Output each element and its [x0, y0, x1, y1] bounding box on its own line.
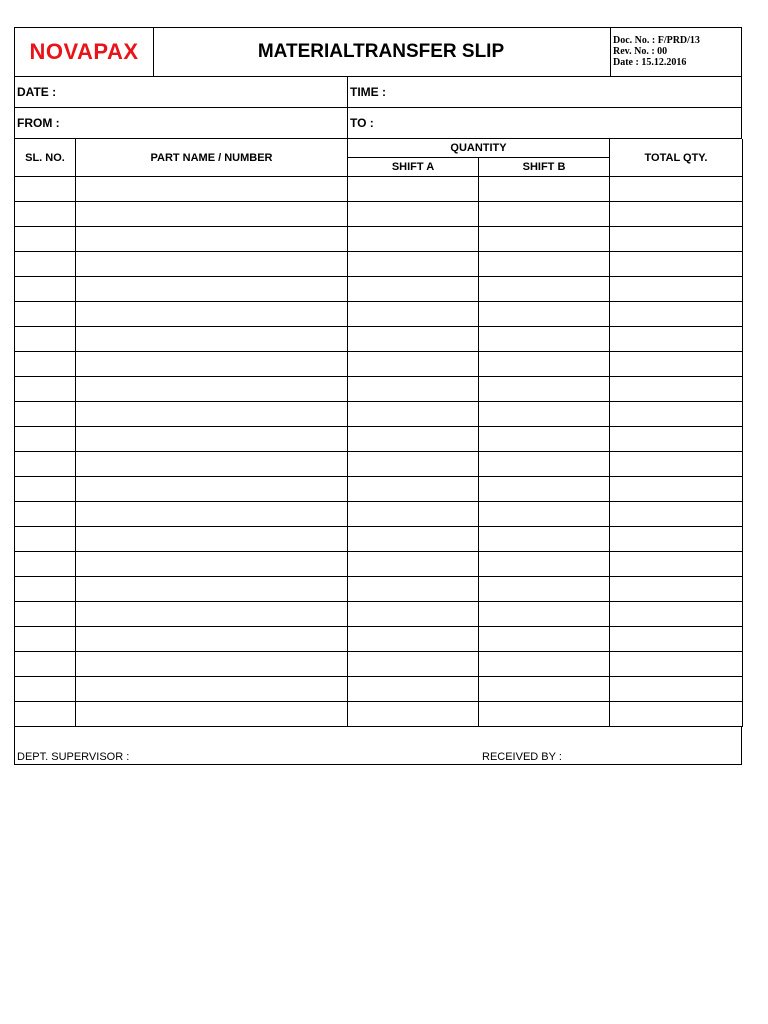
- revision-number: Rev. No. : 00: [613, 46, 668, 57]
- shift-a-cell[interactable]: [348, 702, 479, 727]
- total-qty-cell[interactable]: [610, 527, 743, 552]
- part-name-cell[interactable]: [76, 702, 348, 727]
- sl-no-cell[interactable]: [15, 252, 76, 277]
- table-row: [15, 352, 743, 377]
- material-transfer-slip: [14, 27, 742, 765]
- shift-a-cell[interactable]: [348, 252, 479, 277]
- shift-b-cell[interactable]: [479, 527, 610, 552]
- quantity-header: QUANTITY: [348, 139, 610, 158]
- form-header: [14, 27, 742, 77]
- table-row: [15, 452, 743, 477]
- part-name-cell[interactable]: [76, 352, 348, 377]
- sl-no-cell[interactable]: [15, 277, 76, 302]
- part-name-cell[interactable]: [76, 477, 348, 502]
- sl-no-cell[interactable]: [15, 652, 76, 677]
- table-row: [15, 702, 743, 727]
- shift-b-cell[interactable]: [479, 552, 610, 577]
- dept-supervisor-label: DEPT. SUPERVISOR :: [17, 751, 130, 763]
- total-qty-cell[interactable]: [610, 577, 743, 602]
- shift-a-cell[interactable]: [348, 577, 479, 602]
- shift-b-cell[interactable]: [479, 377, 610, 402]
- time-field[interactable]: TIME :: [350, 85, 386, 99]
- part-name-cell[interactable]: [76, 302, 348, 327]
- shift-a-cell[interactable]: [348, 552, 479, 577]
- sl-no-cell[interactable]: [15, 427, 76, 452]
- total-qty-cell[interactable]: [610, 702, 743, 727]
- table-row: [15, 277, 743, 302]
- shift-a-cell[interactable]: [348, 452, 479, 477]
- part-name-cell[interactable]: [76, 527, 348, 552]
- table-row: [15, 427, 743, 452]
- shift-a-cell[interactable]: [348, 502, 479, 527]
- shift-b-cell[interactable]: [479, 177, 610, 202]
- sl-no-cell[interactable]: [15, 677, 76, 702]
- received-by-label: RECEIVED BY :: [482, 751, 562, 763]
- date-field[interactable]: DATE :: [15, 77, 348, 107]
- part-name-cell[interactable]: [76, 402, 348, 427]
- table-row: [15, 477, 743, 502]
- sl-no-cell[interactable]: [15, 552, 76, 577]
- shift-b-cell[interactable]: [479, 227, 610, 252]
- shift-b-cell[interactable]: [479, 702, 610, 727]
- sl-no-cell[interactable]: [15, 377, 76, 402]
- form-title: MATERIALTRANSFER SLIP: [257, 41, 505, 62]
- table-row: [15, 577, 743, 602]
- table-row: [15, 552, 743, 577]
- sl-no-cell[interactable]: [15, 702, 76, 727]
- part-name-cell[interactable]: [76, 427, 348, 452]
- table-row: [15, 327, 743, 352]
- table-row: [15, 627, 743, 652]
- shift-a-cell[interactable]: [348, 327, 479, 352]
- sl-no-cell[interactable]: [15, 577, 76, 602]
- shift-a-cell[interactable]: [348, 177, 479, 202]
- sl-no-cell[interactable]: [15, 227, 76, 252]
- company-logo: NOVAPAX: [29, 39, 139, 64]
- logo-box: [15, 28, 154, 76]
- shift-a-cell[interactable]: [348, 477, 479, 502]
- total-qty-cell[interactable]: [610, 227, 743, 252]
- part-name-cell[interactable]: [76, 277, 348, 302]
- signature-row: [14, 727, 742, 765]
- part-name-cell[interactable]: [76, 327, 348, 352]
- part-name-cell[interactable]: [76, 252, 348, 277]
- table-row: [15, 302, 743, 327]
- table-row: [15, 652, 743, 677]
- total-qty-cell[interactable]: [610, 352, 743, 377]
- sl-no-cell[interactable]: [15, 352, 76, 377]
- total-qty-cell[interactable]: [610, 252, 743, 277]
- part-name-cell[interactable]: [76, 677, 348, 702]
- total-qty-cell[interactable]: [610, 427, 743, 452]
- shift-b-cell[interactable]: [479, 402, 610, 427]
- shift-b-cell[interactable]: [479, 502, 610, 527]
- table-row: [15, 402, 743, 427]
- table-row: [15, 252, 743, 277]
- total-qty-cell[interactable]: [610, 477, 743, 502]
- shift-b-cell[interactable]: [479, 602, 610, 627]
- sl-no-cell[interactable]: [15, 527, 76, 552]
- to-field[interactable]: TO :: [350, 116, 374, 130]
- table-row: [15, 227, 743, 252]
- total-qty-cell[interactable]: [610, 677, 743, 702]
- total-qty-cell[interactable]: [610, 402, 743, 427]
- total-qty-cell[interactable]: [610, 177, 743, 202]
- shift-b-cell[interactable]: [479, 677, 610, 702]
- table-row: [15, 502, 743, 527]
- table-row: [15, 527, 743, 552]
- total-qty-cell[interactable]: [610, 502, 743, 527]
- table-row: [15, 202, 743, 227]
- part-name-cell[interactable]: [76, 452, 348, 477]
- shift-b-cell[interactable]: [479, 427, 610, 452]
- total-qty-cell[interactable]: [610, 277, 743, 302]
- sl-no-cell[interactable]: [15, 177, 76, 202]
- shift-b-cell[interactable]: [479, 252, 610, 277]
- shift-a-cell[interactable]: [348, 227, 479, 252]
- part-name-cell[interactable]: [76, 602, 348, 627]
- document-date: Date : 15.12.2016: [613, 57, 687, 68]
- shift-b-cell[interactable]: [479, 277, 610, 302]
- shift-a-cell[interactable]: [348, 377, 479, 402]
- part-name-cell[interactable]: [76, 652, 348, 677]
- table-row: [15, 177, 743, 202]
- total-qty-cell[interactable]: [610, 627, 743, 652]
- shift-b-cell[interactable]: [479, 652, 610, 677]
- total-qty-header: TOTAL QTY.: [610, 139, 743, 177]
- sl-no-cell[interactable]: [15, 402, 76, 427]
- total-qty-cell[interactable]: [610, 552, 743, 577]
- part-name-cell[interactable]: [76, 377, 348, 402]
- shift-a-cell[interactable]: [348, 677, 479, 702]
- table-row: [15, 677, 743, 702]
- shift-b-cell[interactable]: [479, 577, 610, 602]
- part-name-cell[interactable]: [76, 577, 348, 602]
- shift-a-cell[interactable]: [348, 352, 479, 377]
- shift-b-header: SHIFT B: [479, 158, 610, 177]
- total-qty-cell[interactable]: [610, 302, 743, 327]
- sl-no-cell[interactable]: [15, 477, 76, 502]
- total-qty-cell[interactable]: [610, 452, 743, 477]
- sl-no-cell[interactable]: [15, 602, 76, 627]
- total-qty-cell[interactable]: [610, 652, 743, 677]
- sl-no-header: SL. NO.: [15, 139, 76, 177]
- shift-a-header: SHIFT A: [348, 158, 479, 177]
- doc-number: Doc. No. : F/PRD/13: [613, 35, 700, 46]
- part-name-cell[interactable]: [76, 502, 348, 527]
- shift-a-cell[interactable]: [348, 402, 479, 427]
- from-to-row: [14, 108, 742, 139]
- table-row: [15, 602, 743, 627]
- total-qty-cell[interactable]: [610, 602, 743, 627]
- part-name-header: PART NAME / NUMBER: [76, 139, 348, 177]
- shift-b-cell[interactable]: [479, 302, 610, 327]
- shift-b-cell[interactable]: [479, 452, 610, 477]
- document-info: [610, 28, 741, 76]
- shift-a-cell[interactable]: [348, 527, 479, 552]
- total-qty-cell[interactable]: [610, 377, 743, 402]
- from-field[interactable]: FROM :: [15, 108, 348, 138]
- total-qty-cell[interactable]: [610, 202, 743, 227]
- shift-a-cell[interactable]: [348, 627, 479, 652]
- shift-a-cell[interactable]: [348, 602, 479, 627]
- shift-a-cell[interactable]: [348, 277, 479, 302]
- sl-no-cell[interactable]: [15, 627, 76, 652]
- shift-b-cell[interactable]: [479, 352, 610, 377]
- shift-b-cell[interactable]: [479, 627, 610, 652]
- part-name-cell[interactable]: [76, 552, 348, 577]
- table-row: [15, 377, 743, 402]
- part-name-cell[interactable]: [76, 202, 348, 227]
- transfer-table: [14, 139, 743, 727]
- part-name-cell[interactable]: [76, 227, 348, 252]
- sl-no-cell[interactable]: [15, 502, 76, 527]
- shift-a-cell[interactable]: [348, 427, 479, 452]
- shift-b-cell[interactable]: [479, 477, 610, 502]
- shift-a-cell[interactable]: [348, 302, 479, 327]
- sl-no-cell[interactable]: [15, 202, 76, 227]
- date-time-row: [14, 77, 742, 108]
- shift-b-cell[interactable]: [479, 327, 610, 352]
- part-name-cell[interactable]: [76, 177, 348, 202]
- sl-no-cell[interactable]: [15, 327, 76, 352]
- sl-no-cell[interactable]: [15, 302, 76, 327]
- shift-b-cell[interactable]: [479, 202, 610, 227]
- shift-a-cell[interactable]: [348, 652, 479, 677]
- part-name-cell[interactable]: [76, 627, 348, 652]
- sl-no-cell[interactable]: [15, 452, 76, 477]
- shift-a-cell[interactable]: [348, 202, 479, 227]
- total-qty-cell[interactable]: [610, 327, 743, 352]
